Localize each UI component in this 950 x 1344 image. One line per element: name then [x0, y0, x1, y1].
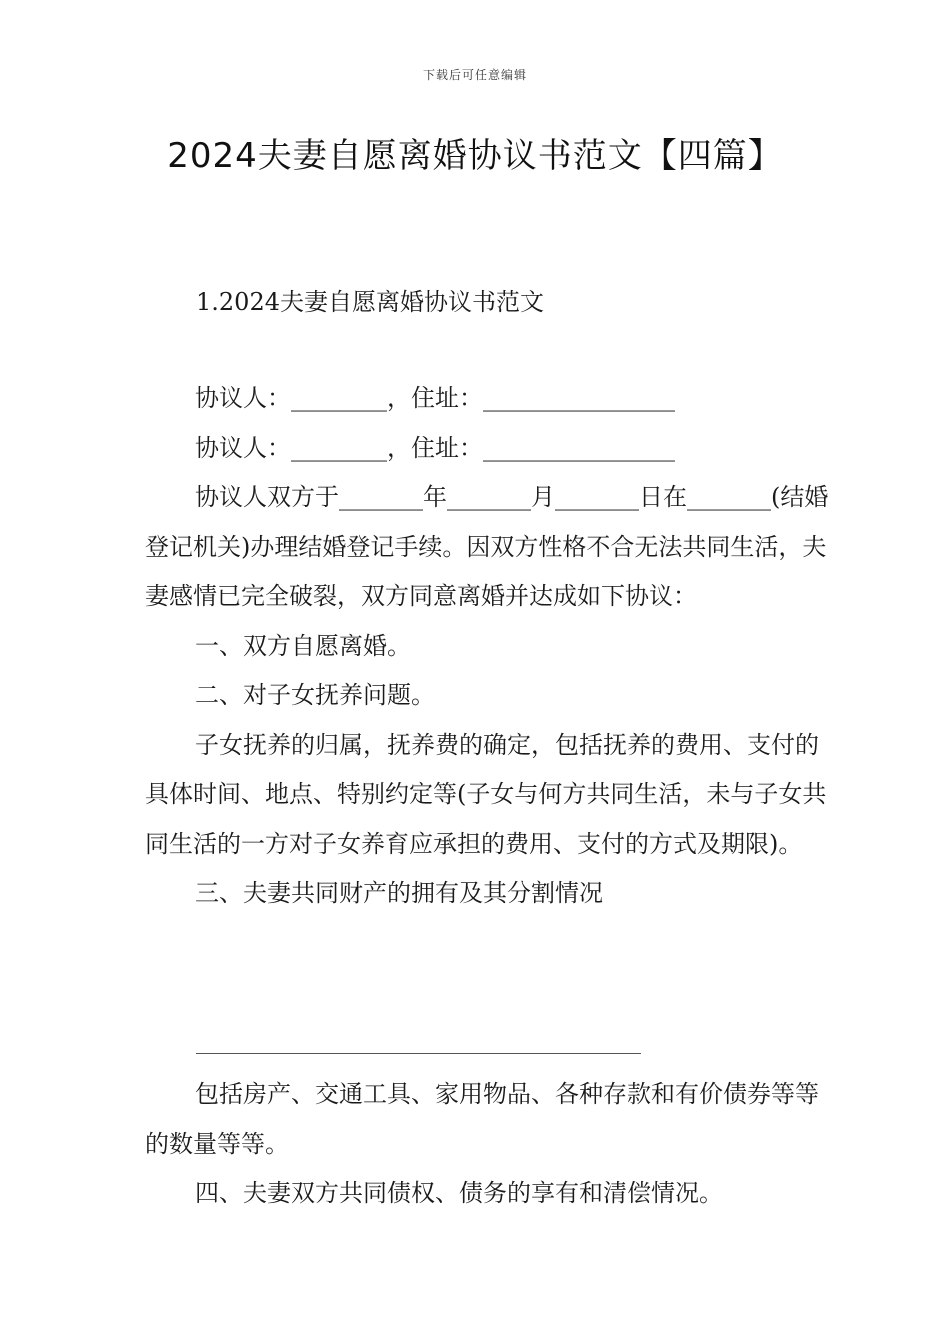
- header-note: 下载后可任意编辑: [422, 68, 527, 82]
- clause-four: 四、夫妻双方共同债权、债务的享有和清偿情况。: [195, 1179, 723, 1207]
- body-block-lower: [145, 1070, 835, 1219]
- paragraph-child-support: 子女抚养的归属，抚养费的确定，包括抚养的费用、支付的具体时间、地点、特别约定等(子女与何方共同生活，未与子女共同生活的一方对子女养育应承担的费用、支付的方式及期限)。: [145, 730, 827, 858]
- clause-three: 三、夫妻共同财产的拥有及其分割情况: [195, 879, 603, 907]
- paragraph-marriage-registration: 协议人双方于_______年_______月_______日在_______(结婚登记机关)办理结婚登记手续。因双方性格不合无法共同生活，夫妻感情已完全破裂，双方同意离婚并达成如下协议：: [145, 483, 829, 610]
- section-heading: 1.2024夫妻自愿离婚协议书范文: [196, 288, 544, 316]
- clause-two: 二、对子女抚养问题。: [195, 681, 435, 709]
- clause-one: 一、双方自愿离婚。: [195, 631, 411, 660]
- party-line-1: 协议人：________，住址：________________: [195, 384, 675, 412]
- paragraph-property: 包括房产、交通工具、家用物品、各种存款和有价债券等等的数量等等。: [145, 1080, 819, 1158]
- body-block-upper: [145, 374, 835, 919]
- party-line-2: 协议人：________，住址：________________: [195, 433, 675, 462]
- document-title: 2024夫妻自愿离婚协议书范文【四篇】: [167, 136, 783, 176]
- fill-in-blank-line: [196, 1053, 641, 1054]
